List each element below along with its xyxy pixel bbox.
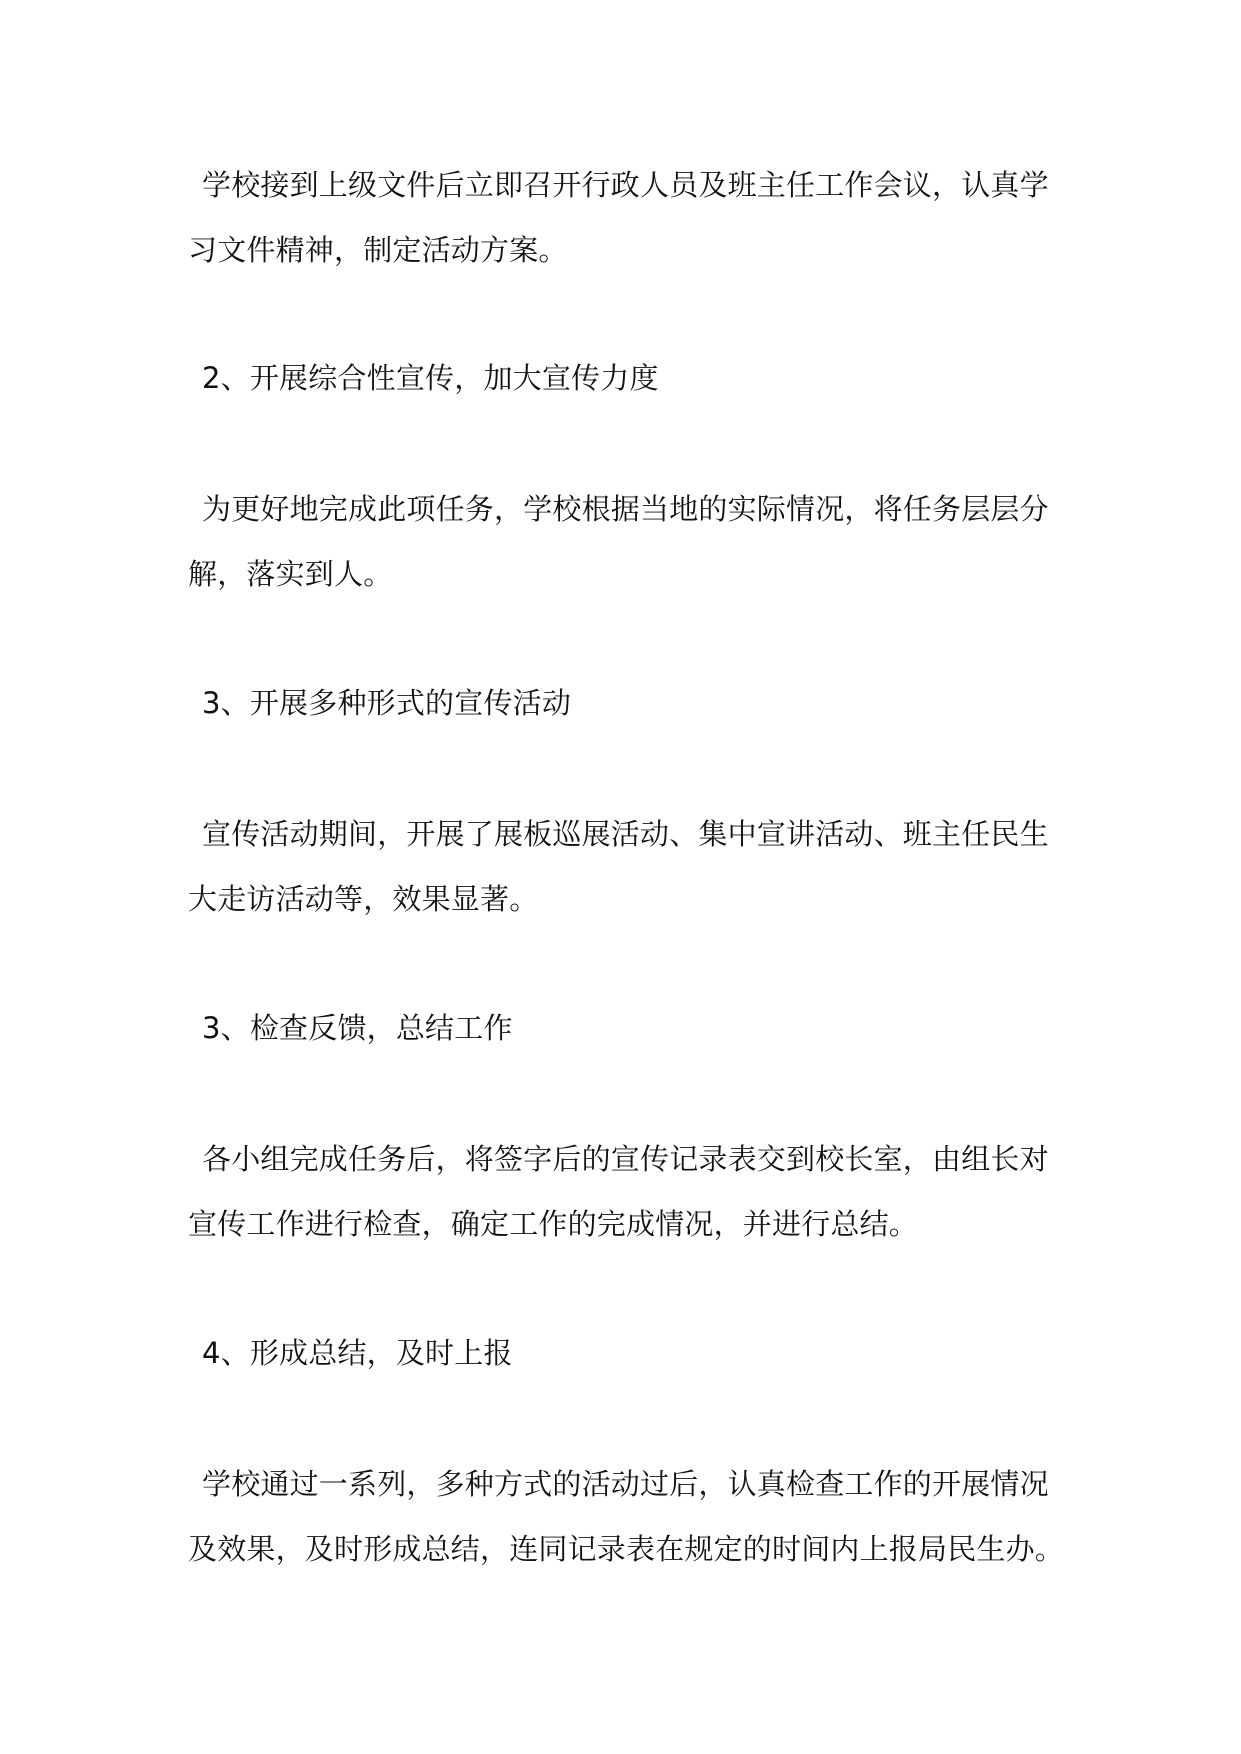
- body-paragraph: 宣传活动期间，开展了展板巡展活动、集中宣讲活动、班主任民生大走访活动等，效果显著。: [188, 817, 1049, 916]
- body-paragraph: 各小组完成任务后，将签字后的宣传记录表交到校长室，由组长对宣传工作进行检查，确定工作的完成情况，并进行总结。: [188, 1142, 1049, 1241]
- section-heading: 3、开展多种形式的宣传活动: [202, 686, 572, 720]
- section-heading: 4、形成总结，及时上报: [202, 1336, 513, 1370]
- body-paragraph: 学校通过一系列，多种方式的活动过后，认真检查工作的开展情况及效果，及时形成总结，连同记录表在规定的时间内上报局民生办。: [188, 1467, 1065, 1566]
- body-paragraph: 学校接到上级文件后立即召开行政人员及班主任工作会议，认真学习文件精神，制定活动方案。: [188, 168, 1049, 267]
- section-heading: 2、开展综合性宣传，加大宣传力度: [202, 361, 659, 395]
- body-paragraph: 为更好地完成此项任务，学校根据当地的实际情况，将任务层层分解，落实到人。: [188, 492, 1049, 591]
- section-heading: 3、检查反馈，总结工作: [202, 1011, 513, 1045]
